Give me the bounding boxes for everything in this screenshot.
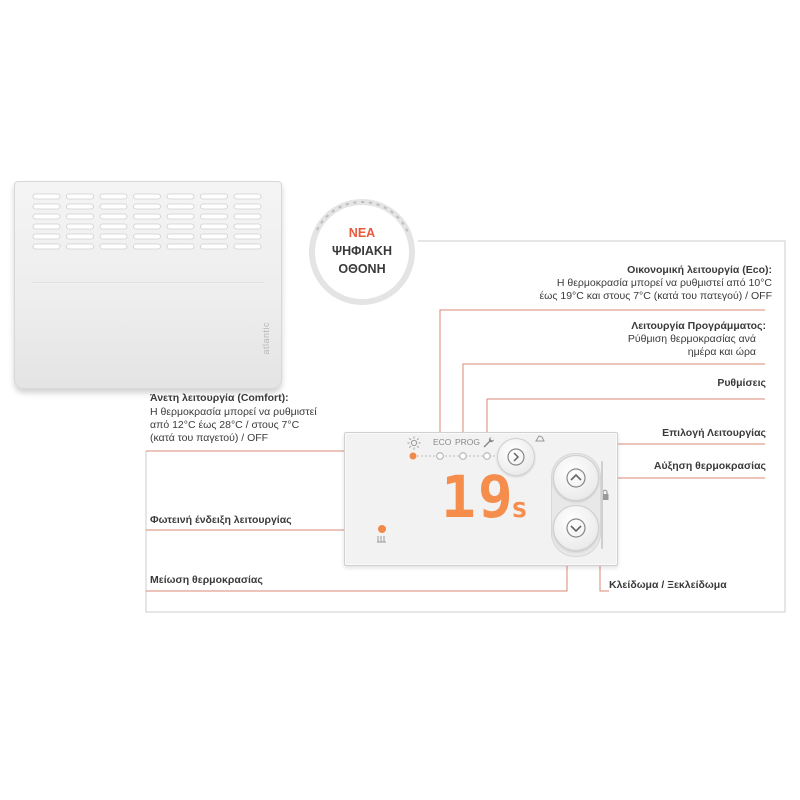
comfort-dot-icon [410,453,417,460]
program-mode-line2: ημέρα και ώρα [687,346,756,358]
lock-slider-track [601,461,603,549]
eco-dot-icon [437,453,444,460]
badge-line-new: ΝΕΑ [348,226,376,240]
program-mode-title: Λειτουργία Προγράμματος: [631,320,766,332]
comfort-mode-line2: από 12°C έως 28°C / στους 7°C [150,419,300,431]
comfort-mode-title: Άνετη λειτουργία (Comfort): [150,392,289,404]
eco-mode-title: Οικονομική λειτουργία (Eco): [627,264,772,276]
eco-mode-line2: έως 19°C και στους 7°C (κατά του πατεγού) / OFF [539,290,772,302]
lock-unlock-label: Κλείδωμα / Ξεκλείδωμα [609,579,727,591]
comfort-mode-line1: Η θερμοκρασία μπορεί να ρυθμιστεί [150,406,317,418]
operation-light-label: Φωτεινή ένδειξη λειτουργίας [150,514,292,526]
mode-select-label: Επιλογή Λειτουργίας [662,427,766,439]
temperature-up-button[interactable] [553,455,599,501]
chevron-up-icon [554,456,598,500]
eco-indicator-label: ECO [433,437,452,447]
temperature-display-suffix: s [511,491,528,524]
settings-dot-icon [484,453,491,460]
control-panel [344,432,618,566]
badge-line-display: ΟΘΟΝΗ [338,262,386,276]
settings-label: Ρυθμίσεις [717,377,766,389]
temperature-down-button[interactable] [553,505,599,551]
prog-indicator-label: PROG [455,437,481,447]
program-mode-line1: Ρύθμιση θερμοκρασίας ανά [627,333,756,345]
eco-mode-line1: Η θερμοκρασία μπορεί να ρυθμιστεί από 10°C [556,277,772,289]
badge-line-digital: ΨΗΦΙΑΚΗ [332,244,392,258]
temp-up-label: Αύξηση θερμοκρασίας [653,460,766,472]
hand-touch-icon [533,433,547,443]
chevron-down-icon [554,506,598,550]
temp-down-label: Μείωση θερμοκρασίας [150,574,263,586]
temperature-display: 19 [441,463,515,531]
heater-brand-label: atlantic [261,322,271,355]
prog-dot-icon [460,453,467,460]
heating-light-icon [375,523,389,545]
comfort-mode-line3: (κατά του παγετού) / OFF [150,432,269,444]
